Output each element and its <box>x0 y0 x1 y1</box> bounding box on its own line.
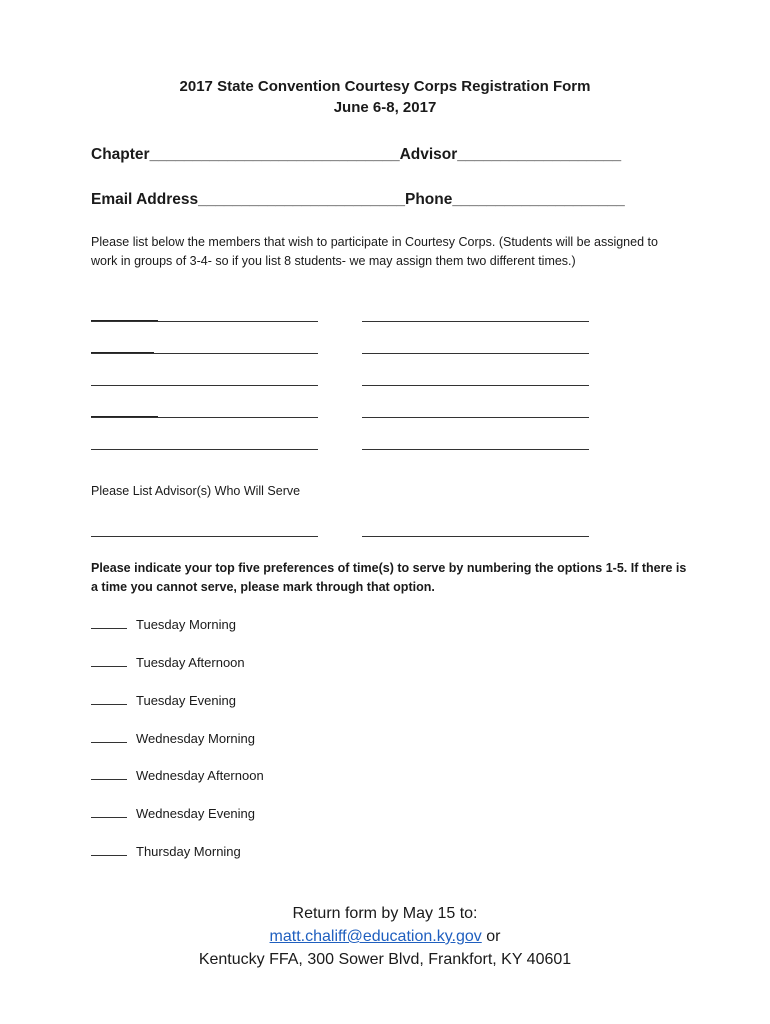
preference-label: Tuesday Afternoon <box>136 655 245 670</box>
members-instruction: Please list below the members that wish to participate in Courtesy Corps. (Students will be assigned to work in groups of 3-4- so if you list 8 students- we may assign them two different times.) <box>91 235 658 268</box>
preference-option <box>91 616 236 634</box>
preference-rank-field[interactable] <box>91 730 127 743</box>
member-name-line[interactable] <box>91 321 318 322</box>
return-address: Kentucky FFA, 300 Sower Blvd, Frankfort, KY 40601 <box>198 951 572 968</box>
preference-option <box>91 805 255 823</box>
phone-field[interactable]: ____________________ <box>452 191 625 208</box>
chapter-field[interactable]: _____________________________ <box>149 146 400 163</box>
email-phone-row <box>91 190 625 210</box>
preference-rank-field[interactable] <box>91 616 127 629</box>
advisor-name-line[interactable] <box>362 536 589 537</box>
member-name-line[interactable] <box>91 449 318 450</box>
member-name-line-mark <box>91 352 154 353</box>
preference-rank-field[interactable] <box>91 805 127 818</box>
preference-label: Wednesday Afternoon <box>136 768 264 783</box>
chapter-label: Chapter <box>91 146 150 163</box>
preference-rank-field[interactable] <box>91 767 127 780</box>
advisor-field[interactable]: ___________________ <box>457 146 622 163</box>
advisors-label: Please List Advisor(s) Who Will Serve <box>91 484 301 498</box>
preference-option <box>91 843 241 861</box>
member-name-line[interactable] <box>91 353 318 354</box>
member-name-line[interactable] <box>91 385 318 386</box>
member-name-line[interactable] <box>362 449 589 450</box>
return-instructions <box>0 902 770 971</box>
return-line: Return form by May 15 to: <box>292 905 478 922</box>
preference-option <box>91 654 245 672</box>
preference-label: Wednesday Morning <box>136 731 255 746</box>
member-name-line[interactable] <box>362 353 589 354</box>
preference-label: Thursday Morning <box>136 844 241 859</box>
member-name-line[interactable] <box>362 417 589 418</box>
advisor-name-line[interactable] <box>91 536 318 537</box>
preference-label: Wednesday Evening <box>136 806 256 821</box>
preference-rank-field[interactable] <box>91 843 127 856</box>
form-header <box>0 76 770 118</box>
preference-option <box>91 692 236 710</box>
preference-label: Tuesday Evening <box>136 693 236 708</box>
return-email-link[interactable]: matt.chaliff@education.ky.gov <box>269 928 482 945</box>
preferences-instruction: Please indicate your top five preferences of time(s) to serve by numbering the options 1-5. If there is a time you cannot serve, please mark through that option. <box>91 561 687 594</box>
advisor-label: Advisor <box>399 146 458 163</box>
member-name-line-mark <box>91 320 158 321</box>
member-name-line[interactable] <box>362 321 589 322</box>
phone-label: Phone <box>405 191 453 208</box>
email-field[interactable]: ________________________ <box>198 191 405 208</box>
preference-option <box>91 730 255 748</box>
form-title: 2017 State Convention Courtesy Corps Registration Form <box>179 78 591 95</box>
preference-rank-field[interactable] <box>91 654 127 667</box>
return-email-line <box>0 925 770 948</box>
member-name-line[interactable] <box>91 417 318 418</box>
preference-option <box>91 767 264 785</box>
or-text: or <box>486 928 501 945</box>
preference-label: Tuesday Morning <box>136 617 236 632</box>
member-name-line-mark <box>91 416 158 417</box>
email-label: Email Address <box>91 191 199 208</box>
form-date: June 6-8, 2017 <box>333 99 437 116</box>
member-name-line[interactable] <box>362 385 589 386</box>
preference-rank-field[interactable] <box>91 692 127 705</box>
chapter-advisor-row <box>91 145 621 165</box>
